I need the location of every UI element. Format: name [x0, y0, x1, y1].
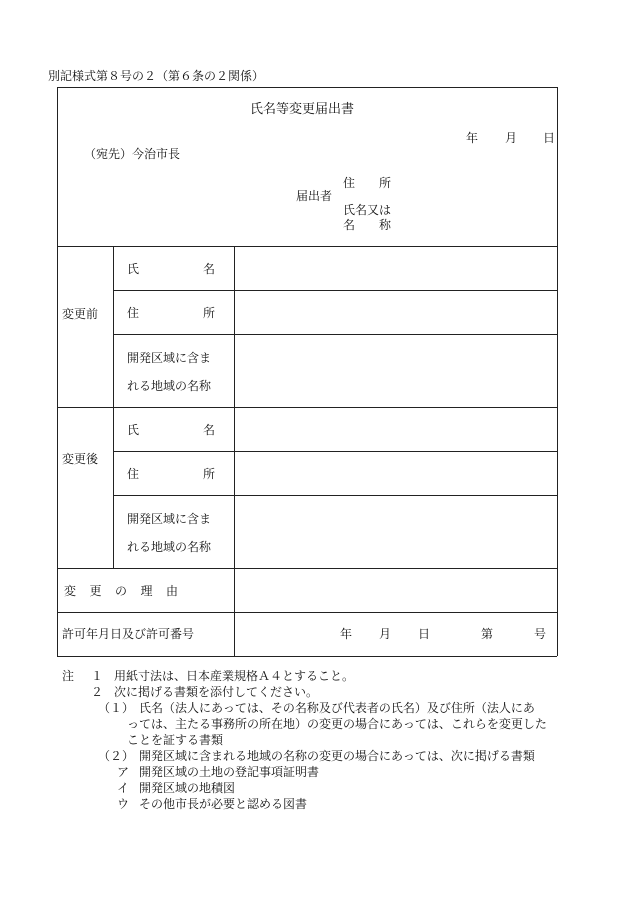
note-2-2-number: （２） [98, 749, 135, 763]
form-reference: 別記様式第８号の２（第６条の２関係） [48, 69, 265, 83]
before-label: 変更前 [62, 307, 99, 321]
note-2-2: 開発区域に含まれる地域の名称の変更の場合にあっては、次に掲げる書類 [139, 749, 535, 763]
note-item-u-number: ウ [117, 797, 130, 811]
note-2-number: ２ [91, 685, 104, 699]
note-2-1-line-1: 氏名（法人にあっては、その名称及び代表者の氏名）及び住所（法人にあ [139, 701, 535, 715]
note-item-i-number: イ [117, 781, 130, 795]
addressee: （宛先）今治市長 [84, 147, 181, 161]
form-title: 氏名等変更届出書 [250, 102, 355, 117]
before-area-label-2: れる地域の名称 [127, 379, 212, 393]
date-day: 日 [543, 131, 556, 145]
permit-label: 許可年月日及び許可番号 [62, 627, 195, 641]
note-2-1-number: （１） [98, 701, 135, 715]
applicant-name-label-1: 氏名又は [343, 203, 392, 217]
note-item-a: 開発区域の土地の登記事項証明書 [139, 765, 320, 779]
permit-go: 号 [534, 627, 547, 641]
note-1: 用紙寸法は、日本産業規格Ａ４とすること。 [114, 669, 355, 683]
applicant-label: 届出者 [296, 189, 333, 203]
note-2-1-line-3: ことを証する書類 [127, 733, 224, 747]
applicant-address-label: 住 所 [343, 176, 391, 190]
before-name-label: 氏 名 [127, 262, 215, 276]
after-area-label-1: 開発区域に含ま [127, 512, 212, 526]
after-area-label-2: れる地域の名称 [127, 540, 212, 554]
date-year: 年 [466, 131, 479, 145]
after-name-label: 氏 名 [127, 423, 215, 437]
after-address-label: 住 所 [127, 467, 215, 481]
note-item-u: その他市長が必要と認める図書 [139, 797, 308, 811]
note-1-number: １ [91, 669, 104, 683]
notes-head: 注 [62, 669, 75, 683]
permit-day: 日 [418, 627, 431, 641]
applicant-name-label-2: 名 称 [343, 218, 391, 232]
reason-label: 変 更 の 理 由 [64, 584, 178, 598]
note-item-i: 開発区域の地積図 [139, 781, 236, 795]
before-area-label-1: 開発区域に含ま [127, 351, 212, 365]
before-address-label: 住 所 [127, 306, 215, 320]
after-label: 変更後 [62, 452, 99, 466]
permit-no: 第 [481, 627, 494, 641]
note-2-1-line-2: っては、主たる事務所の所在地）の変更の場合にあっては、これらを変更した [127, 717, 547, 731]
date-month: 月 [505, 131, 518, 145]
note-item-a-number: ア [117, 765, 130, 779]
note-2: 次に掲げる書類を添付してください。 [114, 685, 319, 699]
permit-month: 月 [379, 627, 392, 641]
permit-year: 年 [340, 627, 353, 641]
